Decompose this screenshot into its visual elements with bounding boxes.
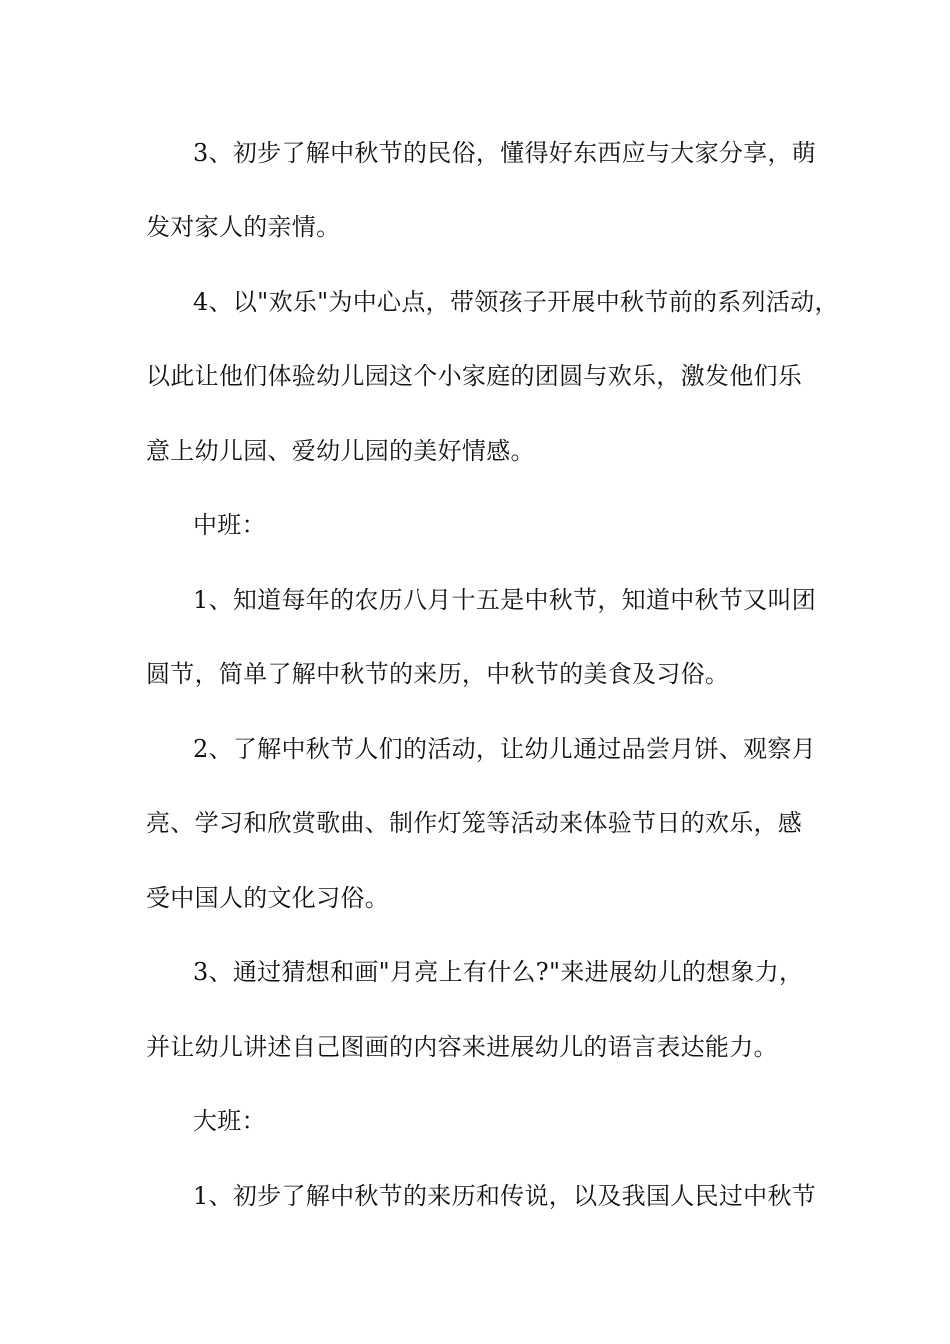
section-heading-middle-class: 中班： <box>193 511 266 539</box>
text-line: 发对家人的亲情。 <box>146 213 341 241</box>
text-line: 4、以"欢乐"为中心点，带领孩子开展中秋节前的系列活动， <box>193 288 839 316</box>
text-line: 1、知道每年的农历八月十五是中秋节，知道中秋节又叫团 <box>193 586 817 614</box>
text-line: 并让幼儿讲述自己图画的内容来进展幼儿的语言表达能力。 <box>146 1033 778 1061</box>
text-line: 亮、学习和欣赏歌曲、制作灯笼等活动来体验节日的欢乐，感 <box>146 809 803 837</box>
text-line: 圆节，简单了解中秋节的来历，中秋节的美食及习俗。 <box>146 660 730 688</box>
text-line: 以此让他们体验幼儿园这个小家庭的团圆与欢乐，激发他们乐 <box>146 362 803 390</box>
text-line: 受中国人的文化习俗。 <box>146 884 389 912</box>
text-line: 2、了解中秋节人们的活动，让幼儿通过品尝月饼、观察月 <box>193 735 817 763</box>
text-line: 3、初步了解中秋节的民俗，懂得好东西应与大家分享，萌 <box>193 139 817 167</box>
section-heading-senior-class: 大班： <box>193 1107 266 1135</box>
text-line: 3、通过猜想和画"月亮上有什么?"来进展幼儿的想象力， <box>193 958 804 986</box>
text-line: 1、初步了解中秋节的来历和传说，以及我国人民过中秋节 <box>193 1182 817 1210</box>
text-line: 意上幼儿园、爱幼儿园的美好情感。 <box>146 437 535 465</box>
